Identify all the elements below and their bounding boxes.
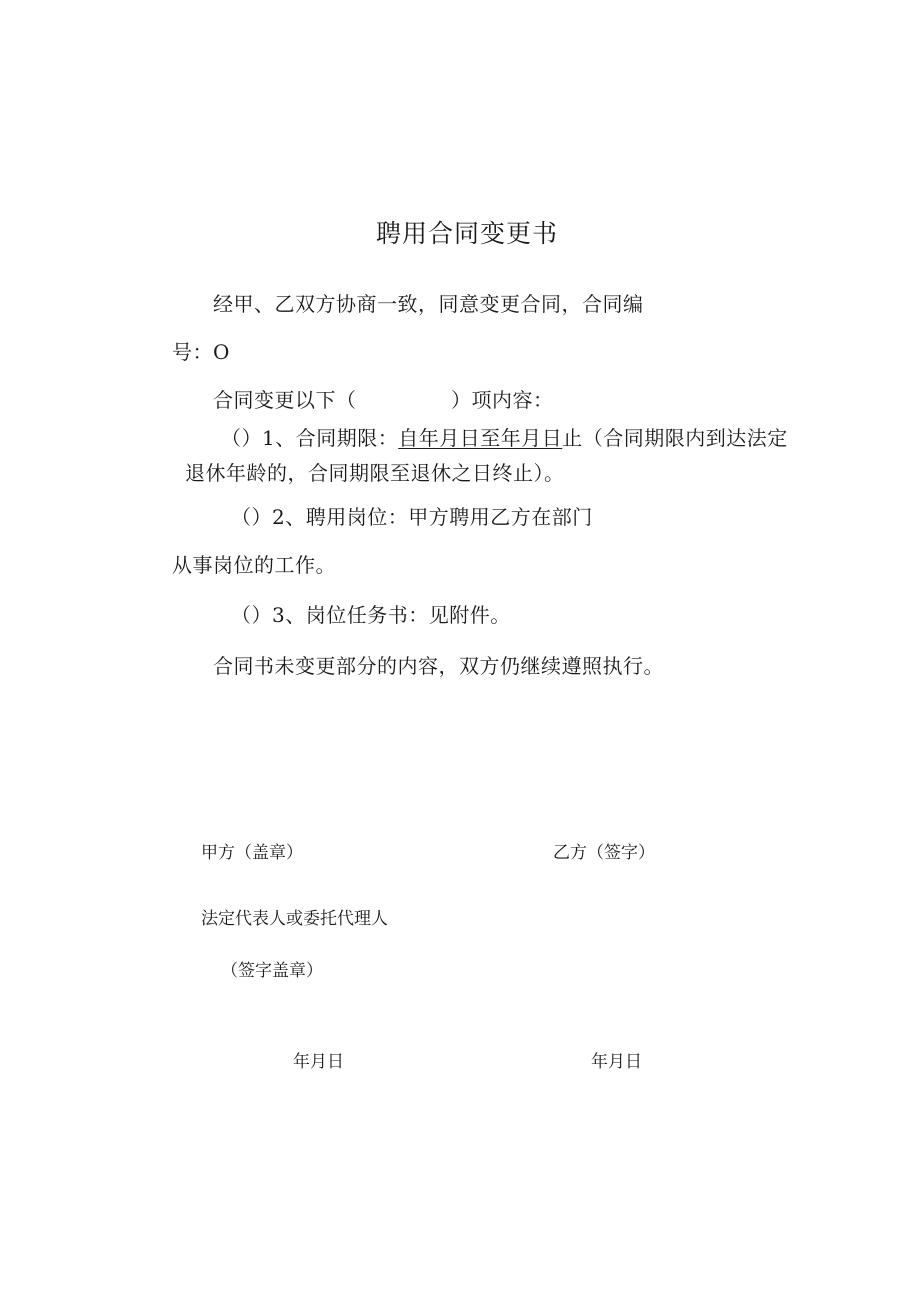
representative-label: 法定代表人或委托代理人 <box>201 909 388 929</box>
change-items-suffix: ）项内容： <box>451 388 554 412</box>
item-3: （）3、岗位任务书：见附件。 <box>231 603 511 627</box>
document-title: 聘用合同变更书 <box>376 219 559 248</box>
party-b-signature-label: 乙方（签字） <box>553 843 655 863</box>
item-1-tail: 止（合同期限内到达法定 <box>562 426 788 450</box>
intro-line-1: 经甲、乙双方协商一致，同意变更合同，合同编 <box>213 292 644 316</box>
party-a-seal-label: 甲方（盖章） <box>201 843 303 863</box>
change-items-prefix: 合同变更以下（ <box>213 388 357 412</box>
intro-line-2: 号：O <box>172 340 230 364</box>
sign-seal-label: （签字盖章） <box>221 961 323 981</box>
item-1-line-2: 退休年龄的，合同期限至退休之日终止）。 <box>185 461 565 485</box>
closing-statement: 合同书未变更部分的内容，双方仍继续遵照执行。 <box>213 654 664 678</box>
item-2-line-1: （）2、聘用岗位：甲方聘用乙方在部门 <box>231 505 593 529</box>
item-1-lead: （）1、合同期限： <box>221 426 399 450</box>
party-a-date: 年月日 <box>293 1052 344 1072</box>
item-1-line-1 <box>221 428 788 448</box>
party-b-date: 年月日 <box>591 1052 642 1072</box>
item-1-period: 自年月日至年月日 <box>398 426 563 450</box>
item-2-line-2: 从事岗位的工作。 <box>172 553 336 577</box>
